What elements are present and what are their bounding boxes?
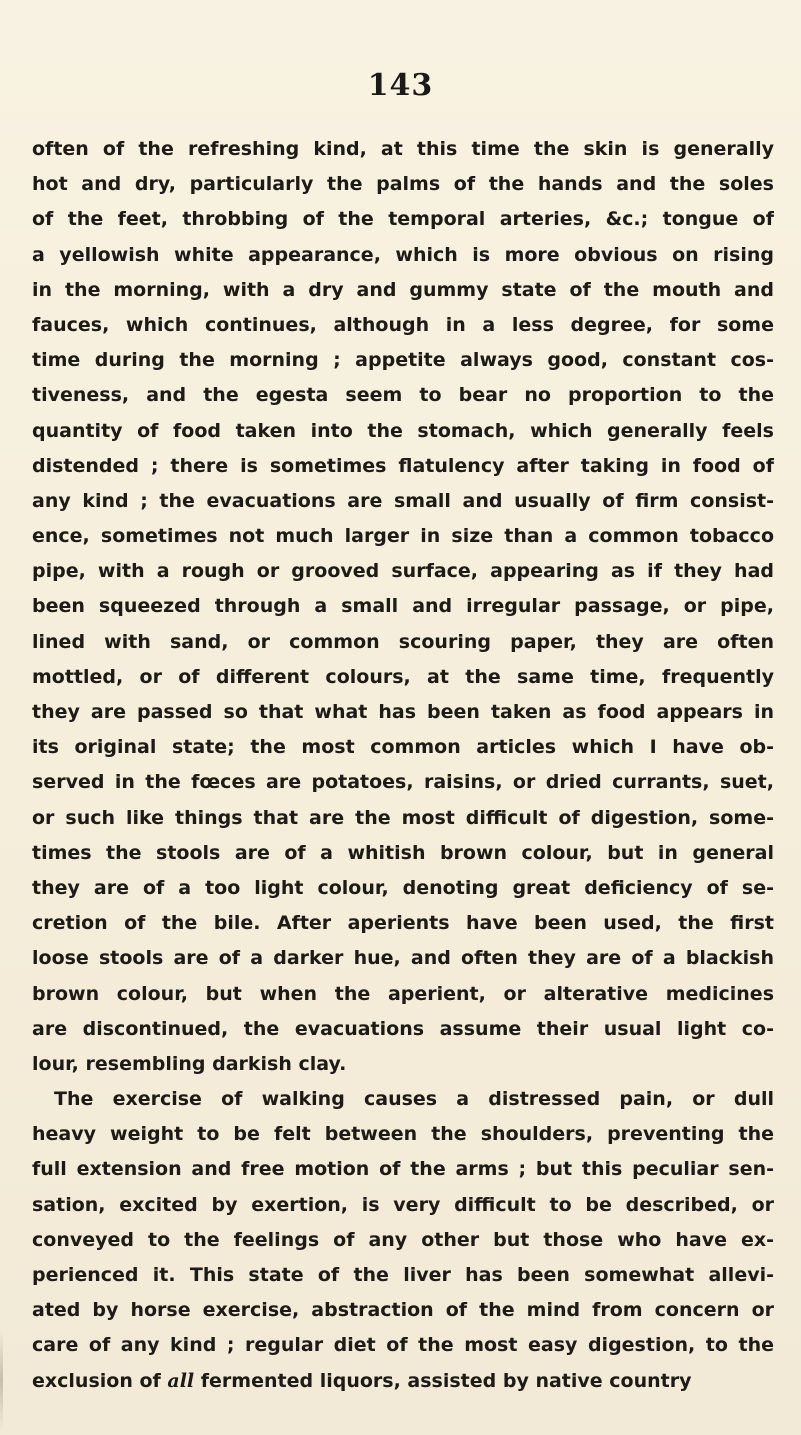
- text-line: they are passed so that what has been taken as food appears in: [32, 701, 774, 723]
- text-line: times the stools are of a whitish brown colour, but in general: [32, 841, 774, 864]
- text-run: fermented liquors, assisted by native country: [194, 1369, 692, 1392]
- page-edge-shadow: [0, 1330, 3, 1430]
- text-line: time during the morning ; appetite always good, constant cos-: [32, 349, 774, 372]
- text-line: they are of a too light colour, denoting great deficiency of se-: [32, 876, 774, 899]
- text-line: in the morning, with a dry and gummy state of the mouth and: [32, 278, 774, 301]
- text-line: a yellowish white appearance, which is more obvious on rising: [32, 243, 774, 266]
- text-line: care of any kind ; regular diet of the most easy digestion, to the: [32, 1334, 774, 1357]
- text-line: lour, resembling darkish clay.: [32, 1052, 347, 1075]
- text-line: of the feet, throbbing of the temporal arteries, &c.; tongue of: [32, 208, 774, 231]
- text-line: been squeezed through a small and irregular passage, or pipe,: [32, 595, 774, 618]
- text-line: its original state; the most common articles which I have ob-: [32, 736, 774, 759]
- text-line: pipe, with a rough or grooved surface, appearing as if they had: [32, 560, 774, 583]
- text-line: distended ; there is sometimes flatulency after taking in food of: [32, 454, 774, 477]
- text-line: full extension and free motion of the arms ; but this peculiar sen-: [32, 1158, 774, 1181]
- text-line: mottled, or of different colours, at the same time, frequently: [32, 665, 774, 688]
- text-line: quantity of food taken into the stomach, which generally feels: [32, 419, 774, 442]
- text-line: ated by horse exercise, abstraction of the mind from concern or: [32, 1299, 774, 1322]
- body-text: [32, 132, 774, 1399]
- page-number: 143: [367, 68, 434, 103]
- text-line: served in the fœces are potatoes, raisins, or dried currants, suet,: [32, 771, 774, 794]
- text-line: any kind ; the evacuations are small and usually of firm consist-: [32, 489, 774, 512]
- text-line: are discontinued, the evacuations assume their usual light co-: [32, 1017, 774, 1040]
- text-line: [32, 1364, 774, 1399]
- text-line: heavy weight to be felt between the shoulders, preventing the: [32, 1123, 774, 1146]
- text-line: loose stools are of a darker hue, and often they are of a blackish: [32, 947, 774, 970]
- text-line: or such like things that are the most difficult of digestion, some-: [32, 806, 774, 829]
- text-line: lined with sand, or common scouring paper, they are often: [32, 630, 774, 653]
- text-line: conveyed to the feelings of any other but those who have ex-: [32, 1228, 774, 1251]
- text-line: tiveness, and the egesta seem to bear no proportion to the: [32, 384, 774, 407]
- text-line: ence, sometimes not much larger in size than a common tobacco: [32, 525, 774, 548]
- text-line: brown colour, but when the aperient, or alterative medicines: [32, 982, 774, 1005]
- text-line: sation, excited by exertion, is very difficult to be described, or: [32, 1193, 774, 1216]
- text-line: The exercise of walking causes a distressed pain, or dull: [54, 1088, 774, 1111]
- text-line: fauces, which continues, although in a less degree, for some: [32, 313, 774, 336]
- text-line: cretion of the bile. After aperients have been used, the first: [32, 912, 774, 935]
- text-line: perienced it. This state of the liver has been somewhat allevi-: [32, 1264, 774, 1286]
- text-line: hot and dry, particularly the palms of the hands and the soles: [32, 173, 774, 196]
- text-line: often of the refreshing kind, at this time the skin is generally: [32, 138, 774, 160]
- text-run: exclusion of: [32, 1369, 168, 1392]
- italic-word: all: [167, 1369, 195, 1392]
